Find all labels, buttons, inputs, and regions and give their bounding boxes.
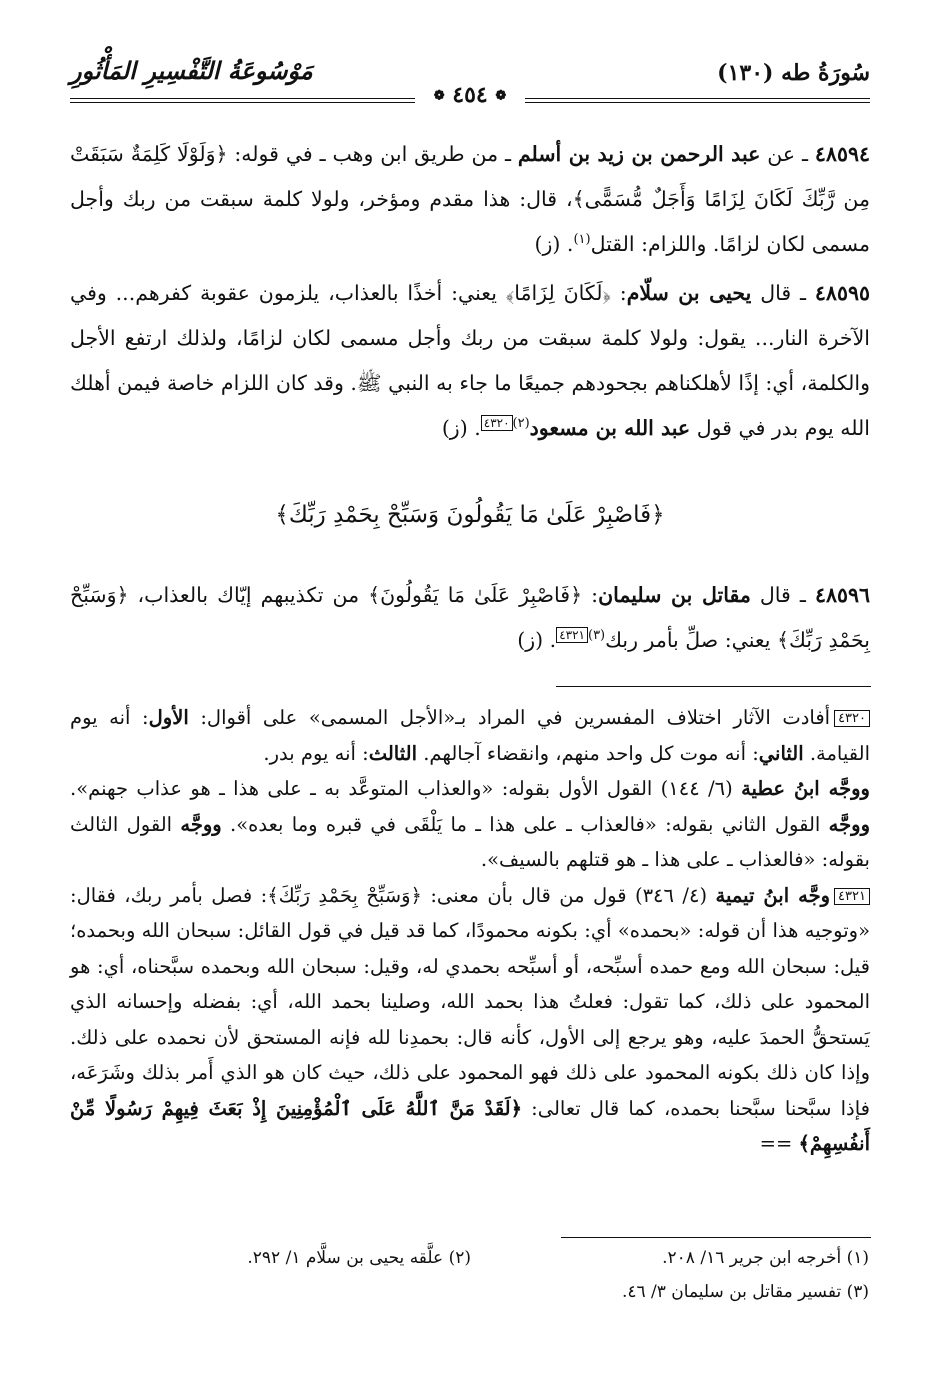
narration-48595 [70,271,870,451]
label: ووجَّه [180,812,222,836]
quran-quote: ﴿لَقَدْ مَنَّ ٱللَّهُ عَلَى ٱلْمُؤْمِنِينَ إِذْ بَعَثَ فِيهِمْ رَسُولًا مِّنْ أَنفُسِهِمْ﴾ [70,1096,870,1155]
opinion-label: الأول [148,706,189,729]
text: القول الثاني بقوله: «فالعذاب ـ على هذا ـ ما يَلْقَى في قبره وما بعده». [221,812,829,836]
footnotes-divider [561,1237,871,1238]
text: من تكذيبهم إيّاك بالعذاب، [128,583,369,607]
ornament-icon: ❁ [495,88,507,104]
footnote-2: (٢) علَّقه يحيى بن سلَّام ١/ ٢٩٢. [247,1248,471,1268]
text: ـ قال [751,281,815,305]
narrator-name: عبد الرحمن بن زيد بن أسلم [517,142,761,166]
text: (٤/ ٣٤٦) قول من قال بأن معنى: [421,883,716,907]
narration-number: ٤٨٥٩٤ [814,142,870,166]
continuation-mark: == [759,1132,799,1155]
book-title: مَوْسُوعَةُ التَّفْسِيرِ المَأْثُورِ [70,56,313,85]
text: ـ عن [760,142,815,166]
quran-quote: ﴿وَلَوْلَا كَلِمَةٌ سَبَقَتْ مِن رَّبِّكَ لَكَانَ لِزَامًا وَأَجَلٌ مُّسَمًّى﴾ [70,142,870,211]
footnote-marker[interactable]: (١) [573,232,591,248]
narration-number: ٤٨٥٩٥ [814,281,870,305]
opinion-label: الثالث [368,741,417,765]
narration-number: ٤٨٥٩٦ [814,583,870,607]
verse-heading: ﴿فَاصْبِرْ عَلَىٰ مَا يَقُولُونَ وَسَبِّحْ بِحَمْدِ رَبِّكَ﴾ [275,502,665,528]
footnote-marker[interactable]: (٣) [587,628,606,644]
text: : أنه موت كل واحد منهم، وانقضاء آجالهم. [417,741,759,765]
text: يعني: أخذًا بالعذاب، يلزمون عقوبة كفرهم... وفي الآخرة النار... يقول: ولولا كلمة سبقت من ربك وأجل مسمى لكان لزامًا، ولذلك ارتفع الأجل والكلمة، أي: إذًا لأهلكناهم بجحودهم جميعًا ما جاء به النبي ﷺ. وقد كان اللزام خاصة فيمن أهلك الله يوم بدر في قول [70,281,870,440]
note-reference-box[interactable]: ٤٣٢١ [556,627,588,643]
text: ـ من طريق ابن وهب ـ في قوله: [227,142,518,166]
quran-quote: ﴿وَسَبِّحْ بِحَمْدِ رَبِّكَ﴾ [267,883,422,907]
text: القول الثالث بقوله: «فالعذاب ـ على هذا ـ هو قتلهم بالسيف». [70,812,870,871]
header-rule-right [525,98,870,99]
page-number-text: ٤٥٤ [452,82,488,108]
note-reference-box[interactable]: ٤٣٢٠ [481,415,513,431]
sura-name: سُورَةُ طه (١٣٠) [717,60,870,86]
text: : [610,281,627,305]
text: . (ز) [517,628,557,652]
footnote-1: (١) أخرجه ابن جرير ١٦/ ٢٠٨. [662,1248,869,1268]
narrator-name: مقاتل بن سليمان [598,583,751,607]
footnote-3: (٣) تفسير مقاتل بن سليمان ٣/ ٤٦. [621,1282,869,1302]
narration-48596 [70,573,870,663]
narrator-name: عبد الله بن مسعود [529,416,691,440]
main-text [70,132,870,667]
page-number [434,82,507,108]
ornament-icon: ❁ [433,88,445,104]
scholar-name: وجَّه ابنُ تيمية [715,883,831,907]
notes-divider [556,686,871,687]
header-rule-left-2 [70,102,415,103]
quran-quote: ﴿وَسَبِّحْ بِحَمْدِ رَبِّكَ﴾ [70,583,870,652]
text: ، قال: هذا مقدم ومؤخر، ولولا كلمة سبقت من ربك وأجل مسمى لكان لزامًا. واللزام: القتل [70,187,870,256]
text: يعني: صلِّ بأمر ربك [605,628,778,652]
text: : فصل بأمر ربك، فقال: «وتوجيه هذا أن قوله: «بحمده» أي: بكونه محمودًا، كما قد قيل في قول القائل: سبحان الله وبحمده؛ قيل: سبحان الله ومع حمده أسبِّحه، أو أسبِّحه بحمدي له، وقيل: سبحان الله وبحمده سبَّحناه، أي: هو المحمود على ذلك، كما تقول: فعلتُ هذا بحمد الله، وصلينا بحمد الله، أي: بفضله وإحسانه الذي يَستحقُّ الحمدَ عليه، وهو يرجع إلى الأول، كأنه قال: بحمدِنا لله فإنه المستحق لأن نحمده على ذلك. وإذا كان ذلك بكونه المحمود على ذلك فهو المحمود على ذلك، حيث كان هو الذي أَمر بذلك وشَرَعَه، فإذا سبَّحنا سبَّحنا بحمده، كما قال تعالى: [70,883,871,1120]
quran-quote: ﴿فَاصْبِرْ عَلَىٰ مَا يَقُولُونَ﴾ [368,583,583,607]
label: ووجَّه [828,812,871,836]
text: : [582,583,599,607]
note-number-box: ٤٣٢١ [834,888,870,905]
note-4320 [70,700,870,878]
header-rule-right-2 [525,102,870,103]
text: . (ز) [441,416,481,440]
text: : أنه يوم بدر. [263,741,369,765]
text: . (ز) [534,232,574,256]
footnote-marker[interactable]: (٢) [512,416,530,432]
text: (٦/ ١٤٤) القول الأول بقوله: «والعذاب المتوعَّد به ـ على هذا ـ هو عذاب جهنم». [70,777,742,800]
text: أفادت الآثار اختلاف المفسرين في المراد بـ«الأجل المسمى» على أقوال: [188,706,831,729]
notes-block [70,700,870,1162]
note-number-box: ٤٣٢٠ [834,710,870,727]
narration-48594 [70,132,870,267]
header-rule-left [70,98,415,99]
text: ـ قال [750,583,815,607]
note-4321 [70,878,870,1162]
narrator-name: يحيى بن سلّام [626,281,752,305]
scholar-name: ووجَّه ابنُ عطية [741,777,870,800]
page-header [70,52,870,112]
quran-quote: ﴿لَكَانَ لِزَامًا﴾ [505,281,611,305]
opinion-label: الثاني [758,741,804,765]
text: : أنه يوم القيامة. [70,706,870,765]
